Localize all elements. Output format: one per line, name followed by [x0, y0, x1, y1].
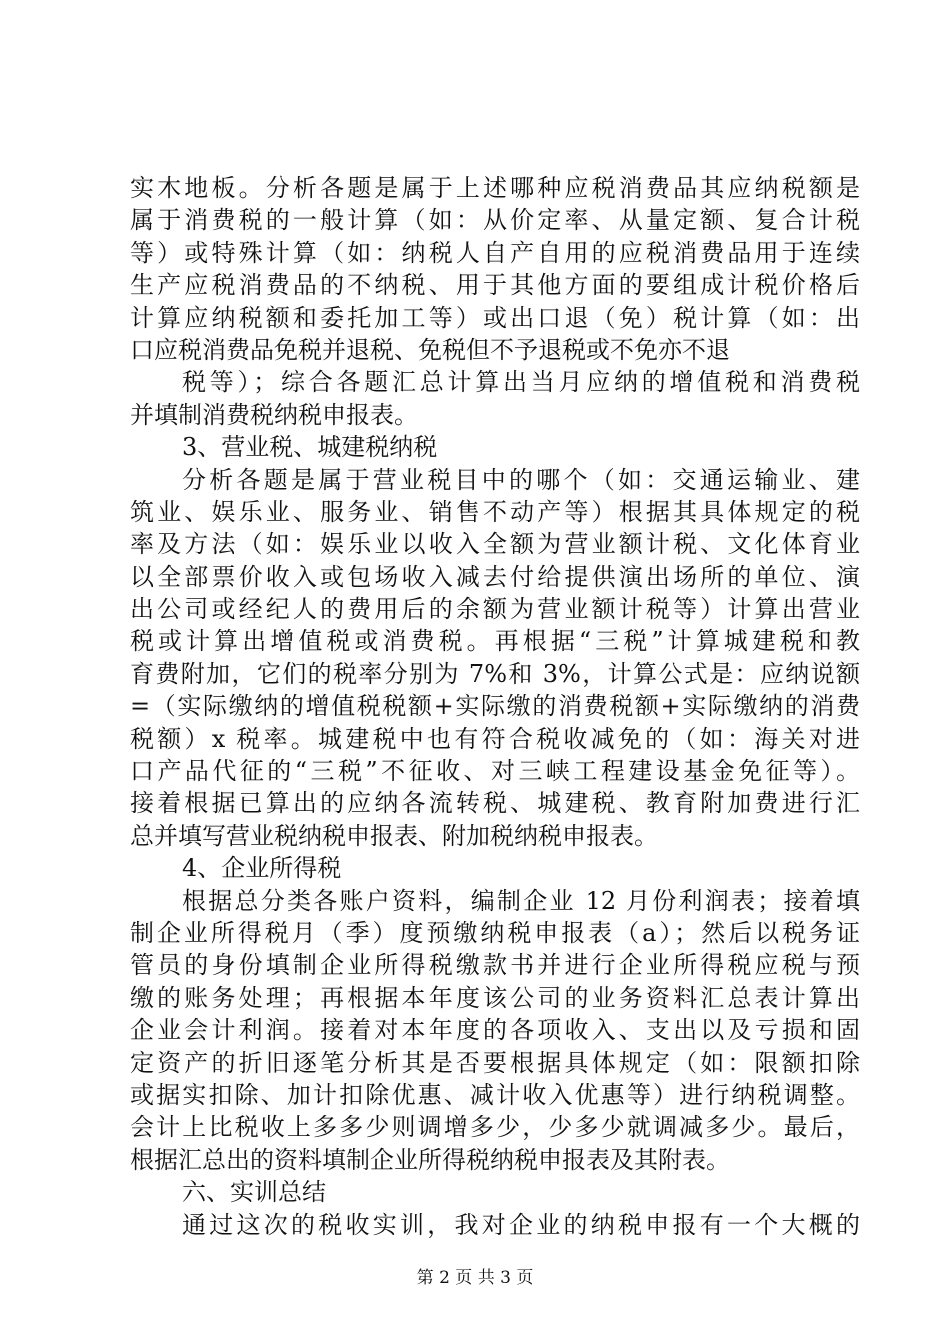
text-line: 税额）x 税率。城建税中也有符合税收减免的（如：海关对进	[130, 724, 860, 753]
text-line: 管员的身份填制企业所得税缴款书并进行企业所得税应税与预	[130, 951, 860, 980]
text-line: 根据汇总出的资料填制企业所得税纳税申报表及其附表。	[130, 1145, 730, 1174]
text-line: 口产品代征的“三税”不征收、对三峡工程建设基金免征等）。	[130, 757, 860, 786]
text-line: 企业会计利润。接着对本年度的各项收入、支出以及亏损和固	[130, 1016, 860, 1045]
text-line: 总并填写营业税纳税申报表、附加税纳税申报表。	[130, 821, 658, 850]
text-line: 率及方法（如：娱乐业以收入全额为营业额计税、文化体育业	[130, 530, 860, 559]
text-line: 并填制消费税纳税申报表。	[130, 400, 418, 429]
text-line: 育费附加，它们的税率分别为 7%和 3%，计算公式是：应纳说额	[130, 659, 860, 688]
text-line: 4、企业所得税	[182, 854, 342, 883]
text-line: 筑业、娱乐业、服务业、销售不动产等）根据其具体规定的税	[130, 497, 860, 526]
text-line: 定资产的折旧逐笔分析其是否要根据具体规定（如：限额扣除	[130, 1048, 860, 1077]
text-line: 等）或特殊计算（如：纳税人自产自用的应税消费品用于连续	[130, 238, 860, 267]
text-line: 会计上比税收上多多少则调增多少，少多少就调减多少。最后，	[130, 1113, 860, 1142]
text-line: 缴的账务处理；再根据本年度该公司的业务资料汇总表计算出	[130, 983, 860, 1012]
text-line: 税或计算出增值税或消费税。再根据“三税”计算城建税和教	[130, 627, 860, 656]
text-line: 六、实训总结	[182, 1178, 326, 1207]
text-line: 计算应纳税额和委托加工等）或出口退（免）税计算（如：出	[130, 303, 860, 332]
text-line: 出公司或经纪人的费用后的余额为营业额计税等）计算出营业	[130, 595, 860, 624]
text-line: 通过这次的税收实训，我对企业的纳税申报有一个大概的	[182, 1210, 860, 1239]
page-footer: 第 2 页 共 3 页	[416, 1268, 534, 1288]
body-text	[130, 172, 860, 1241]
text-line: 3、营业税、城建税纳税	[182, 433, 438, 462]
text-line: 税等）；综合各题汇总计算出当月应纳的增值税和消费税	[182, 368, 860, 397]
text-line: =（实际缴纳的增值税税额+实际缴的消费税额+实际缴纳的消费	[130, 692, 860, 721]
text-line: 生产应税消费品的不纳税、用于其他方面的要组成计税价格后	[130, 271, 860, 300]
text-line: 属于消费税的一般计算（如：从价定率、从量定额、复合计税	[130, 206, 860, 235]
text-line: 以全部票价收入或包场收入减去付给提供演出场所的单位、演	[130, 562, 860, 591]
text-line: 接着根据已算出的应纳各流转税、城建税、教育附加费进行汇	[130, 789, 860, 818]
text-line: 分析各题是属于营业税目中的哪个（如：交通运输业、建	[182, 465, 860, 494]
text-line: 口应税消费品免税并退税、免税但不予退税或不免亦不退	[130, 335, 730, 364]
text-line: 制企业所得税月（季）度预缴纳税申报表（a）；然后以税务证	[130, 918, 860, 947]
text-line: 实木地板。分析各题是属于上述哪种应税消费品其应纳税额是	[130, 174, 860, 202]
text-line: 根据总分类各账户资料，编制企业 12 月份利润表；接着填	[182, 886, 860, 915]
text-line: 或据实扣除、加计扣除优惠、减计收入优惠等）进行纳税调整。	[130, 1080, 860, 1109]
